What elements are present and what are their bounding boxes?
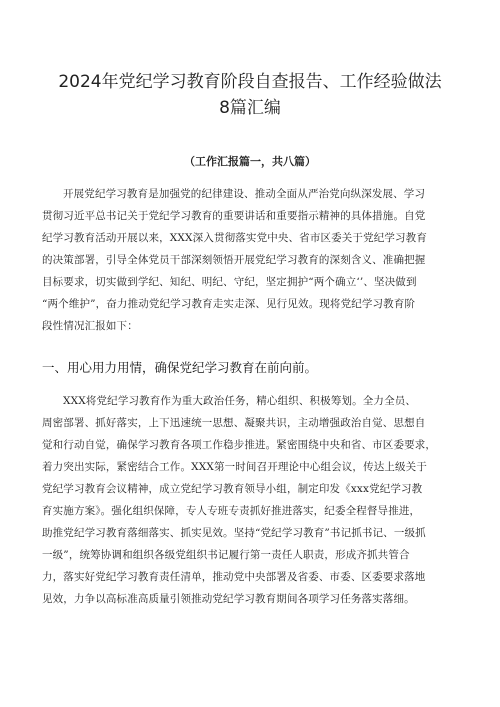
paragraph-line: 见效，力争以高标准高质量引领推动党纪学习教育期间各项学习任务落实落细。 — [42, 593, 415, 605]
paragraph-line: XXX将党纪学习教育作为重大政治任务，精心组织、积极筹划。全力全员、 — [63, 395, 417, 407]
paragraph-line: 贯彻习近平总书记关于党纪学习教育的重要讲话和重要指示精神的具体措施。自党 — [42, 210, 426, 222]
paragraph-line: 力，落实好党纪学习教育责任清单，推动党中央部署及省委、市委、区委要求落地 — [42, 571, 426, 583]
paragraph-line: 一级”，统筹协调和组织各级党组织书记履行第一责任人职责，形成齐抓共管合 — [42, 549, 410, 561]
section-heading: 一、用心用力用情，确保党纪学习教育在前向前。 — [42, 360, 318, 375]
paragraph-line: 育实施方案》。强化组织保障，专人专班专责抓好推进落实，纪委全程督导推进， — [42, 505, 421, 517]
paragraph-line: “两个维护”，奋力推动党纪学习教育走实走深、见行见效。现将党纪学习教育阶 — [42, 298, 416, 310]
paragraph-line: 周密部署、抓好落实，上下迅速统一思想、凝聚共识，主动增强政治自觉、思想自 — [42, 417, 426, 429]
paragraph-line: 目标要求，切实做到学纪、知纪、明纪、守纪，坚定拥护“两个确立‘’、坚决做到 — [42, 276, 417, 288]
paragraph-line: 段性情况汇报如下： — [42, 320, 138, 332]
document-subtitle: （工作汇报篇一，共八篇） — [184, 155, 316, 168]
document-title-line-2: 8篇汇编 — [219, 98, 281, 118]
paragraph-line: 党纪学习教育会议精神，成立党纪学习教育领导小组，制定印发《xxx党纪学习教 — [42, 483, 423, 495]
paragraph-line: 纪学习教育活动开展以来，XXX深入贯彻落实党中央、省市区委关于党纪学习教育 — [42, 232, 427, 244]
paragraph-line: 开展党纪学习教育是加强党的纪律建设、推动全面从严治党向纵深发展、学习 — [63, 188, 426, 200]
paragraph-line: 觉和行动自觉，确保学习教育各项工作稳步推进。紧密围绕中央和省、市区委要求， — [42, 439, 437, 451]
paragraph-line: 助推党纪学习教育落细落实、抓实见效。坚持“党纪学习教育”书记抓书记、一级抓 — [42, 527, 426, 539]
paragraph-line: 的决策部署，引导全体党员干部深刻领悟开展党纪学习教育的深刻含义、准确把握 — [42, 254, 426, 266]
document-title-line-1: 2024年党纪学习教育阶段自查报告、工作经验做法 — [58, 72, 442, 92]
paragraph-line: 着力突出实际，紧密结合工作。XXX第一时间召开理论中心组会议，传达上级关于 — [42, 461, 427, 473]
